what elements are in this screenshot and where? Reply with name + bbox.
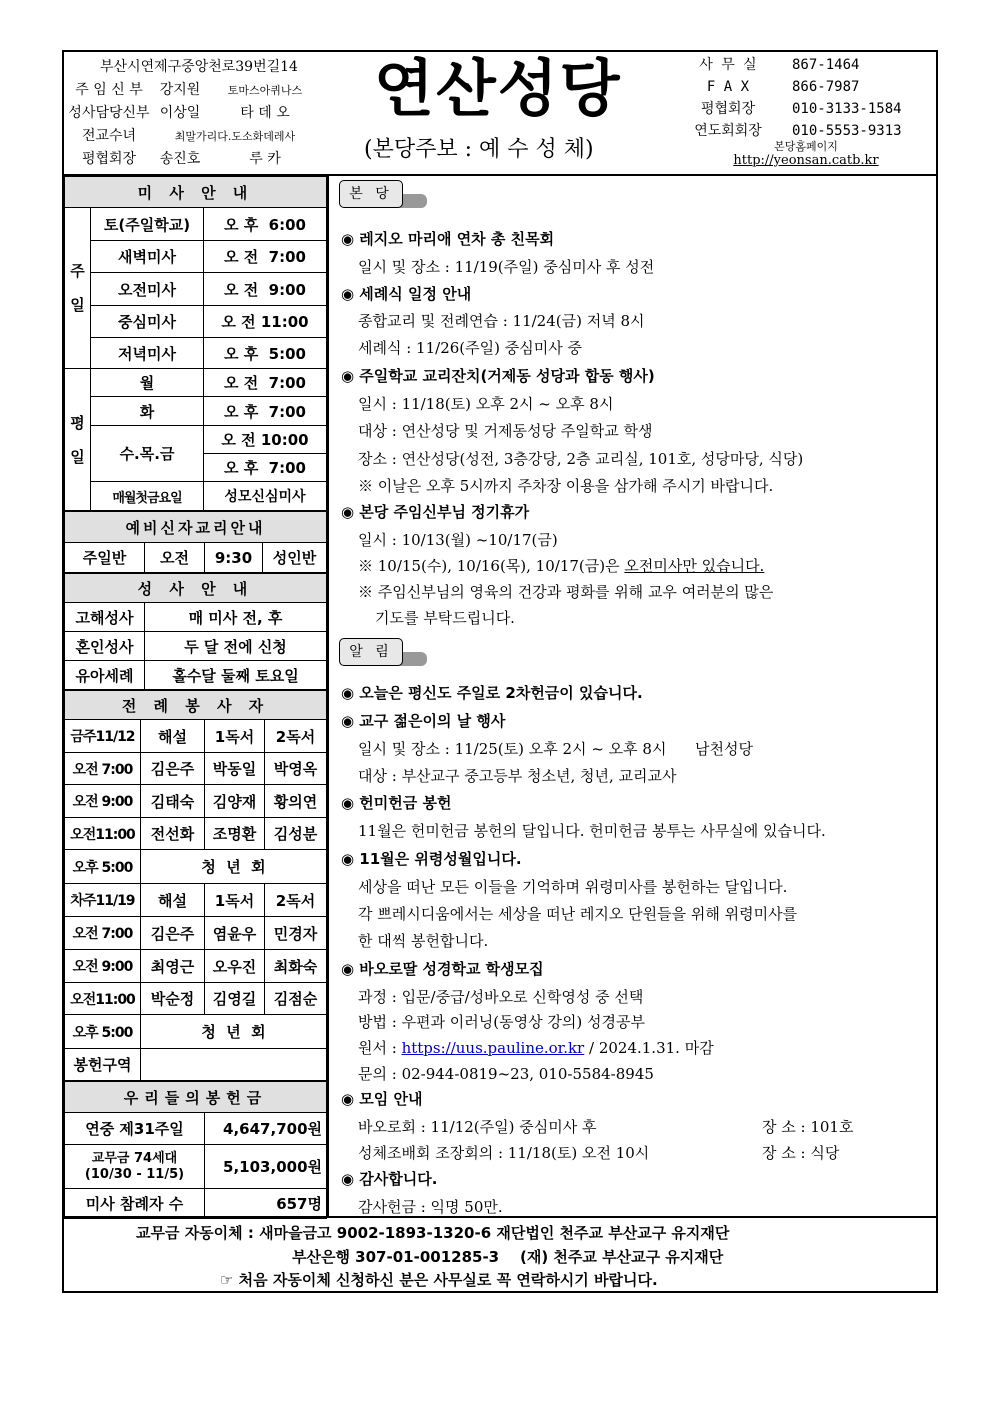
class-type: 성인반 bbox=[263, 543, 327, 573]
offering-label: 미사 참례자 수 bbox=[65, 1189, 205, 1219]
liturgy-header: 차주11/19 bbox=[65, 884, 141, 917]
liturgy-header: 1독서 bbox=[205, 884, 265, 917]
contact-value: 867-1464 bbox=[792, 57, 860, 73]
liturgy-header: 2독서 bbox=[265, 720, 327, 753]
staff-row bbox=[68, 148, 330, 171]
mass-name: 저녁미사 bbox=[91, 338, 204, 369]
liturgy-cell: 황의연 bbox=[265, 785, 327, 818]
notice-text: 원서 : bbox=[358, 1039, 402, 1057]
section-tag-parish: 본 당 bbox=[339, 180, 403, 208]
footer-line: ☞ 처음 자동이체 신청하신 분은 사무실로 꼭 연락하시기 바랍니다. bbox=[220, 1271, 658, 1289]
contact-value: 010-3133-1584 bbox=[792, 101, 902, 117]
liturgy-cell: 청 년 회 bbox=[141, 1015, 327, 1049]
mass-time: 오 전 7:00 bbox=[204, 241, 327, 273]
notice-line: 성체조배회 조장회의 : 11/18(토) 오전 10시 bbox=[358, 1144, 650, 1162]
offering-value: 5,103,000원 bbox=[205, 1145, 327, 1189]
offering-value: 657명 bbox=[205, 1189, 327, 1219]
notice-line: 대상 : 연산성당 및 거제동성당 주일학교 학생 bbox=[358, 422, 653, 440]
bulletin-footer bbox=[64, 1216, 936, 1291]
notice-line: 각 쁘레시디움에서는 세상을 떠난 레지오 단원들을 위해 위령미사를 bbox=[358, 905, 798, 923]
sacrament-table bbox=[64, 573, 327, 690]
mass-time: 오 후 7:00 bbox=[204, 454, 327, 482]
offering-table bbox=[64, 1081, 327, 1219]
notice-line: 바오로회 : 11/12(주일) 중심미사 후 bbox=[358, 1118, 597, 1136]
notice-line: 일시 및 장소 : 11/25(토) 오후 2시 ~ 오후 8시 남천성당 bbox=[358, 740, 754, 758]
liturgy-cell: 김성분 bbox=[265, 818, 327, 850]
staff-row bbox=[68, 102, 330, 125]
class-period: 오전 bbox=[145, 543, 205, 573]
class-time: 9:30 bbox=[205, 543, 263, 573]
notice-line: 일시 : 11/18(토) 오후 2시 ~ 오후 8시 bbox=[358, 395, 614, 413]
section-title: 전 례 봉 사 자 bbox=[65, 691, 327, 720]
notice-line: 방법 : 우편과 이러닝(동영상 강의) 성경공부 bbox=[358, 1013, 645, 1031]
liturgy-cell: 민경자 bbox=[265, 917, 327, 950]
mass-time: 오 전 10:00 bbox=[204, 426, 327, 454]
parish-info bbox=[68, 56, 330, 171]
notice-title: ◉ 11월은 위령성월입니다. bbox=[341, 850, 522, 868]
liturgy-cell: 전선화 bbox=[141, 818, 205, 850]
notice-title: ◉ 헌미헌금 봉헌 bbox=[341, 794, 452, 812]
notice-line: 감사헌금 : 익명 50만. bbox=[358, 1198, 503, 1216]
section-tag-notice: 알 림 bbox=[339, 638, 403, 666]
mass-name: 오전미사 bbox=[91, 273, 204, 306]
liturgy-header: 해설 bbox=[141, 720, 205, 753]
notice-title: ◉ 바오로딸 성경학교 학생모집 bbox=[341, 960, 544, 978]
homepage bbox=[676, 140, 936, 168]
contact-label: 연도회회장 bbox=[694, 123, 762, 139]
offering-value: 4,647,700원 bbox=[205, 1113, 327, 1145]
notice-line bbox=[358, 1037, 714, 1058]
liturgy-time: 오전11:00 bbox=[65, 818, 141, 850]
mass-time: 오 후 7:00 bbox=[204, 397, 327, 426]
staff-name: 송진호 bbox=[159, 151, 201, 167]
staff-name: 이상일 bbox=[159, 105, 201, 121]
mass-time: 오 전 11:00 bbox=[204, 306, 327, 338]
pauline-link[interactable]: https://uus.pauline.or.kr bbox=[401, 1039, 585, 1057]
notice-title: ◉ 오늘은 평신도 주일로 2차헌금이 있습니다. bbox=[341, 684, 643, 702]
liturgy-cell: 청 년 회 bbox=[141, 850, 327, 884]
offering-area-value bbox=[141, 1049, 327, 1081]
sacrament-name: 유아세례 bbox=[65, 661, 145, 690]
notice-title: ◉ 본당 주임신부님 정기휴가 bbox=[341, 503, 530, 521]
notice-line: 세상을 떠난 모든 이들을 기억하며 위령미사를 봉헌하는 달입니다. bbox=[358, 878, 788, 896]
contact-value: 866-7987 bbox=[792, 79, 860, 95]
notice-line: 문의 : 02-944-0819~23, 010-5584-8945 bbox=[358, 1065, 654, 1083]
notice-line: ※ 이날은 오후 5시까지 주차장 이용을 삼가해 주시기 바랍니다. bbox=[358, 477, 774, 495]
contact-row bbox=[688, 98, 936, 120]
contact-row bbox=[688, 54, 936, 76]
notice-text: / 2024.1.31. 마감 bbox=[584, 1039, 714, 1057]
liturgy-cell: 박영옥 bbox=[265, 753, 327, 785]
notice-line: 장소 : 연산성당(성전, 3층강당, 2층 교리실, 101호, 성당마당, 식당) bbox=[358, 450, 804, 468]
staff-baptismal: 타 데 오 bbox=[240, 105, 290, 121]
bulletin-subtitle: (본당주보 : 예 수 성 체) bbox=[364, 137, 594, 162]
notice-line: ※ 주임신부님의 영육의 건강과 평화를 위해 교우 여러분의 많은 bbox=[358, 583, 774, 601]
contact-row bbox=[688, 76, 936, 98]
liturgy-table bbox=[64, 690, 327, 1081]
offering-label: 연중 제31주일 bbox=[65, 1113, 205, 1145]
liturgy-time: 오후 5:00 bbox=[65, 850, 141, 884]
sacrament-info: 홀수달 둘째 토요일 bbox=[145, 661, 327, 690]
notice-line: 대상 : 부산교구 중고등부 청소년, 청년, 교리교사 bbox=[358, 767, 677, 785]
footer-line: 교무금 자동이체 : 새마을금고 9002-1893-1320-6 재단법인 천주교 부산교구 유지재단 bbox=[136, 1224, 730, 1242]
offering-label-line: 교무금 74세대 bbox=[91, 1150, 178, 1166]
mass-time: 오 후 6:00 bbox=[204, 208, 327, 241]
liturgy-cell: 최화숙 bbox=[265, 950, 327, 983]
liturgy-time: 오후 5:00 bbox=[65, 1015, 141, 1049]
mass-name: 매월첫금요일 bbox=[91, 482, 204, 511]
notice-line: 한 대씩 봉헌합니다. bbox=[358, 932, 489, 950]
liturgy-cell: 조명환 bbox=[205, 818, 265, 850]
catechumen-table bbox=[64, 511, 327, 573]
mass-name: 수.목.금 bbox=[91, 426, 204, 482]
bulletin-frame bbox=[62, 50, 938, 1293]
notice-line bbox=[358, 555, 764, 576]
notice-line: 과정 : 입문/중급/성바오로 신학영성 중 선택 bbox=[358, 988, 644, 1006]
contact-value: 010-5553-9313 bbox=[792, 123, 902, 139]
notice-line: 종합교리 및 전례연습 : 11/24(금) 저녁 8시 bbox=[358, 312, 645, 330]
mass-time: 오 전 9:00 bbox=[204, 273, 327, 306]
staff-baptismal: 루 카 bbox=[249, 151, 281, 167]
mass-name: 토(주일학교) bbox=[91, 208, 204, 241]
liturgy-header: 금주11/12 bbox=[65, 720, 141, 753]
sunday-label: 주일 bbox=[65, 208, 91, 369]
liturgy-header: 해설 bbox=[141, 884, 205, 917]
mass-time: 오 전 7:00 bbox=[204, 369, 327, 397]
weekday-label: 평일 bbox=[65, 369, 91, 511]
main-content bbox=[331, 176, 936, 1216]
liturgy-header: 1독서 bbox=[205, 720, 265, 753]
contact-label: 평협회장 bbox=[700, 101, 756, 117]
liturgy-header: 2독서 bbox=[265, 884, 327, 917]
liturgy-time: 오전 9:00 bbox=[65, 950, 141, 983]
mass-name: 새벽미사 bbox=[91, 241, 204, 273]
parish-address: 부산시연제구중앙천로39번길14 bbox=[100, 59, 298, 75]
section-title: 우리들의봉헌금 bbox=[65, 1082, 327, 1113]
class-name: 주일반 bbox=[65, 543, 145, 573]
mass-time: 성모신심미사 bbox=[204, 482, 327, 511]
liturgy-cell: 김태숙 bbox=[141, 785, 205, 818]
section-title: 성 사 안 내 bbox=[65, 574, 327, 603]
sacrament-name: 고해성사 bbox=[65, 603, 145, 632]
staff-name: 강지원 bbox=[159, 82, 201, 98]
notice-line: 일시 : 10/13(월) ~10/17(금) bbox=[358, 531, 558, 549]
staff-baptismal: 최말가리다.도소화데레사 bbox=[174, 130, 296, 143]
notice-title: ◉ 레지오 마리애 연차 총 친목회 bbox=[341, 230, 555, 248]
liturgy-cell: 김양재 bbox=[205, 785, 265, 818]
staff-baptismal: 토마스아퀴나스 bbox=[227, 84, 303, 97]
liturgy-cell: 염윤우 bbox=[205, 917, 265, 950]
staff-row bbox=[68, 125, 330, 148]
footer-line: 부산은행 307-01-001285-3 (재) 천주교 부산교구 유지재단 bbox=[292, 1248, 724, 1266]
liturgy-cell: 김은주 bbox=[141, 917, 205, 950]
liturgy-cell: 박동일 bbox=[205, 753, 265, 785]
notice-title: ◉ 교구 젊은이의 날 행사 bbox=[341, 712, 506, 730]
contact-label: F A X bbox=[706, 79, 750, 95]
sacrament-info: 두 달 전에 신청 bbox=[145, 632, 327, 661]
contact-row bbox=[688, 120, 936, 142]
homepage-link[interactable]: http://yeonsan.catb.kr bbox=[733, 153, 879, 168]
mass-name: 중심미사 bbox=[91, 306, 204, 338]
bulletin-header bbox=[64, 52, 936, 176]
mass-time: 오 후 5:00 bbox=[204, 338, 327, 369]
offering-label-line: (10/30 - 11/5) bbox=[84, 1166, 185, 1182]
liturgy-time: 오전 7:00 bbox=[65, 753, 141, 785]
offering-area-label: 봉헌구역 bbox=[65, 1049, 141, 1081]
staff-role: 전교수녀 bbox=[81, 128, 137, 144]
liturgy-cell: 김은주 bbox=[141, 753, 205, 785]
notice-line: 장 소 : 식당 bbox=[762, 1144, 840, 1162]
sidebar bbox=[64, 176, 329, 1216]
notice-line: 장 소 : 101호 bbox=[762, 1118, 854, 1136]
notice-line: 11월은 헌미헌금 봉헌의 달입니다. 헌미헌금 봉투는 사무실에 있습니다. bbox=[358, 822, 826, 840]
liturgy-time: 오전11:00 bbox=[65, 983, 141, 1015]
mass-name: 월 bbox=[91, 369, 204, 397]
liturgy-time: 오전 9:00 bbox=[65, 785, 141, 818]
staff-role: 평협회장 bbox=[81, 151, 137, 167]
notice-line: 기도를 부탁드립니다. bbox=[375, 609, 515, 627]
staff-role: 주 임 신 부 bbox=[75, 82, 143, 98]
mass-table bbox=[64, 176, 327, 511]
liturgy-cell: 김영길 bbox=[205, 983, 265, 1015]
liturgy-cell: 최영근 bbox=[141, 950, 205, 983]
notice-line: 일시 및 장소 : 11/19(주일) 중심미사 후 성전 bbox=[358, 258, 655, 276]
offering-label bbox=[65, 1145, 205, 1189]
notice-emphasis: 오전미사만 있습니다. bbox=[624, 557, 765, 575]
notice-text: ※ 10/15(수), 10/16(목), 10/17(금)은 bbox=[358, 557, 625, 575]
sacrament-info: 매 미사 전, 후 bbox=[145, 603, 327, 632]
section-title: 예비신자교리안내 bbox=[65, 512, 327, 543]
mass-name: 화 bbox=[91, 397, 204, 426]
liturgy-cell: 김점순 bbox=[265, 983, 327, 1015]
liturgy-cell: 박순정 bbox=[141, 983, 205, 1015]
contact-list bbox=[688, 54, 936, 142]
notice-title: ◉ 감사합니다. bbox=[341, 1170, 438, 1188]
homepage-label: 본당홈페이지 bbox=[774, 140, 838, 153]
staff-row bbox=[68, 79, 330, 102]
liturgy-cell: 오우진 bbox=[205, 950, 265, 983]
bulletin-title: 연산성당 bbox=[374, 52, 622, 125]
contact-label: 사 무 실 bbox=[699, 57, 757, 73]
section-title: 미 사 안 내 bbox=[65, 177, 327, 208]
notice-title: ◉ 모임 안내 bbox=[341, 1090, 423, 1108]
notice-title: ◉ 세례식 일정 안내 bbox=[341, 285, 472, 303]
notice-line: 세례식 : 11/26(주일) 중심미사 중 bbox=[358, 339, 582, 357]
sacrament-name: 혼인성사 bbox=[65, 632, 145, 661]
liturgy-time: 오전 7:00 bbox=[65, 917, 141, 950]
notice-title: ◉ 주일학교 교리잔치(거제동 성당과 합동 행사) bbox=[341, 367, 655, 385]
staff-role: 성사담당신부 bbox=[68, 105, 150, 121]
